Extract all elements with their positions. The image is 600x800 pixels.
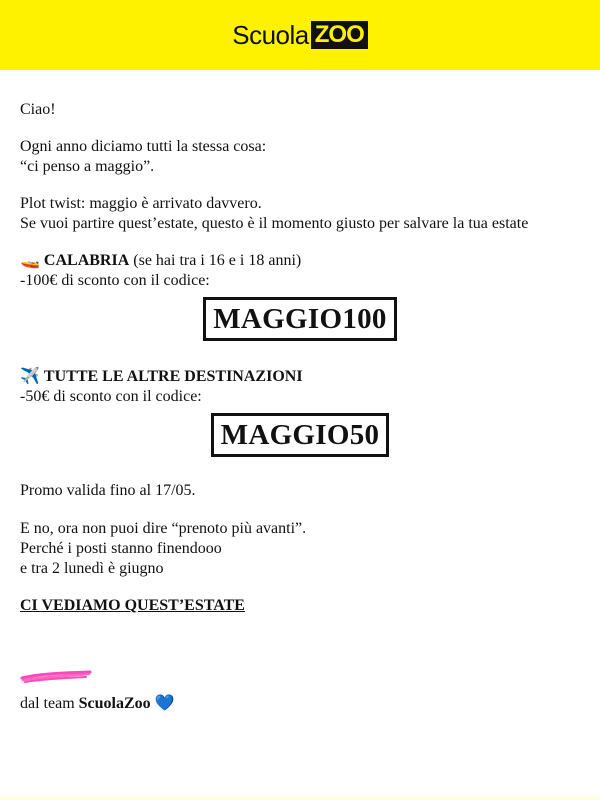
promo-validity: Promo valida fino al 17/05.: [20, 482, 196, 499]
blue-heart-icon: 💙: [154, 695, 175, 712]
calabria-age-note: (se hai tra i 16 e i 18 anni): [133, 252, 302, 269]
email-body: [0, 70, 600, 714]
promo-code-maggio50[interactable]: MAGGIO50: [211, 413, 390, 457]
logo-text-zoo: ZOO: [311, 21, 368, 49]
closing-line-2: Perché i posti stanno finendooo: [20, 540, 222, 557]
calabria-title: CALABRIA: [43, 252, 130, 269]
pink-brush-stroke: [20, 668, 580, 688]
intro-paragraph: [20, 137, 580, 177]
signoff-prefix: dal team: [20, 695, 75, 712]
cta-link[interactable]: CI VEDIAMO QUEST’ESTATE: [20, 597, 245, 614]
email-header: [0, 0, 600, 70]
twist-line-1: Plot twist: maggio è arrivato davvero.: [20, 195, 262, 212]
closing-line-1: E no, ora non puoi dire “prenoto più avanti”.: [20, 520, 307, 537]
scuolazoo-logo[interactable]: [232, 21, 368, 49]
airplane-icon: ✈️: [20, 368, 40, 385]
signoff: [20, 694, 580, 714]
promo-code-maggio100[interactable]: MAGGIO100: [203, 297, 396, 341]
altre-title: TUTTE LE ALTRE DESTINAZIONI: [43, 368, 303, 385]
altre-offer: [20, 367, 580, 407]
calabria-offer: [20, 251, 580, 291]
brush-stroke-icon: [20, 668, 92, 686]
boat-icon: 🚤: [20, 252, 40, 269]
twist-line-2: Se vuoi partire quest’estate, questo è il momento giusto per salvare la tua estate: [20, 215, 529, 232]
greeting: Ciao!: [20, 101, 56, 118]
closing-line-3: e tra 2 lunedì è giugno: [20, 560, 164, 577]
calabria-code-box: [20, 297, 580, 341]
closing-paragraph: [20, 519, 580, 579]
logo-text-scuola: Scuola: [232, 20, 309, 50]
calabria-discount: -100€ di sconto con il codice:: [20, 272, 210, 289]
altre-code-box: [20, 413, 580, 457]
signoff-brand: ScuolaZoo: [78, 695, 151, 712]
twist-paragraph: [20, 194, 580, 234]
altre-discount: -50€ di sconto con il codice:: [20, 388, 202, 405]
intro-line-2: “ci penso a maggio”.: [20, 158, 155, 175]
intro-line-1: Ogni anno diciamo tutti la stessa cosa:: [20, 138, 267, 155]
footer-divider: [0, 796, 600, 800]
